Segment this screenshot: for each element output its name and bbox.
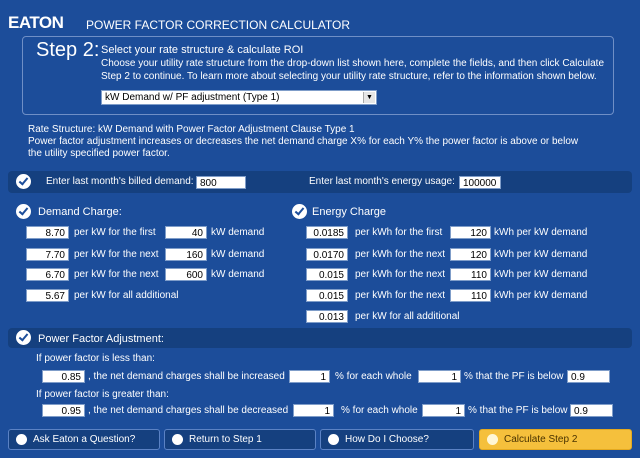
chevron-down-icon[interactable]: ▼ (363, 92, 375, 103)
billed-demand-input[interactable]: 800 (196, 176, 246, 189)
rate-structure-dropdown[interactable] (101, 90, 377, 105)
step-heading: Select your rate structure & calculate ROI (101, 44, 304, 56)
rate-structure-line1: Rate Structure: kW Demand with Power Factor Adjustment Clause Type 1 (28, 124, 355, 135)
step-description-line2: Step 2 to continue. To learn more about selecting your utility rate structure, refer to the information shown below. (101, 71, 597, 82)
demand-unit-label: kW demand (211, 227, 265, 238)
pf-adjustment-title: Power Factor Adjustment: (38, 333, 164, 345)
ask-eaton-button[interactable]: Ask Eaton a Question? (8, 429, 160, 450)
demand-row-label: per kW for all additional (74, 290, 179, 301)
energy-rate-input[interactable]: 0.015 (306, 268, 348, 281)
energy-rate-input[interactable]: 0.0170 (306, 248, 348, 261)
pf-less-each-label: % for each whole (335, 371, 412, 382)
pf-less-whole-input[interactable]: 1 (418, 370, 461, 383)
radio-icon (16, 434, 27, 445)
pf-greater-label: If power factor is greater than: (36, 389, 169, 400)
demand-rate-input[interactable]: 8.70 (26, 226, 69, 239)
energy-usage-label: Enter last month's energy usage: (309, 176, 455, 187)
pf-greater-below-label: % that the PF is below (468, 405, 568, 416)
energy-rate-input[interactable]: 0.013 (306, 310, 348, 323)
return-step1-button[interactable]: Return to Step 1 (164, 429, 316, 450)
pf-less-input[interactable]: 0.85 (42, 370, 85, 383)
energy-kwh-input[interactable]: 110 (450, 268, 491, 281)
demand-row-label: per kW for the next (74, 269, 159, 280)
rate-structure-line2: Power factor adjustment increases or decreases the net demand charge X% for each Y% the power factor is above or below (28, 136, 579, 147)
energy-unit-label: kWh per kW demand (494, 227, 588, 238)
energy-kwh-input[interactable]: 110 (450, 289, 491, 302)
energy-rate-input[interactable]: 0.015 (306, 289, 348, 302)
radio-icon (172, 434, 183, 445)
energy-charge-title: Energy Charge (312, 206, 386, 218)
pf-greater-each-label: % for each whole (341, 405, 418, 416)
demand-unit-label: kW demand (211, 249, 265, 260)
pf-greater-whole-input[interactable]: 1 (422, 404, 465, 417)
how-choose-button[interactable]: How Do I Choose? (320, 429, 474, 450)
rate-structure-line3: the utility specified power factor. (28, 148, 170, 159)
energy-unit-label: kWh per kW demand (494, 269, 588, 280)
eaton-logo: EATON (8, 13, 64, 32)
radio-icon (487, 434, 498, 445)
energy-row-label: per kWh for the next (355, 269, 446, 280)
radio-icon (328, 434, 339, 445)
demand-charge-title: Demand Charge: (38, 206, 122, 218)
energy-kwh-input[interactable]: 120 (450, 248, 491, 261)
dropdown-selected-value: kW Demand w/ PF adjustment (Type 1) (105, 92, 280, 103)
demand-kw-input[interactable]: 600 (165, 268, 207, 281)
calculate-step2-button[interactable]: Calculate Step 2 (479, 429, 632, 450)
pf-greater-target-input[interactable]: 0.9 (570, 404, 613, 417)
demand-kw-input[interactable]: 160 (165, 248, 207, 261)
step-title: Step 2: (36, 39, 100, 61)
check-icon (16, 174, 31, 189)
demand-rate-input[interactable]: 6.70 (26, 268, 69, 281)
energy-unit-label: kWh per kW demand (494, 290, 588, 301)
pf-less-below-label: % that the PF is below (464, 371, 564, 382)
energy-unit-label: kWh per kW demand (494, 249, 588, 260)
pf-less-label: If power factor is less than: (36, 353, 155, 364)
energy-usage-input[interactable]: 100000 (459, 176, 501, 189)
demand-row-label: per kW for the first (74, 227, 156, 238)
energy-row-label: per kWh for the next (355, 249, 446, 260)
energy-rate-input[interactable]: 0.0185 (306, 226, 348, 239)
demand-unit-label: kW demand (211, 269, 265, 280)
pf-less-text: , the net demand charges shall be increased (88, 371, 285, 382)
pf-less-target-input[interactable]: 0.9 (567, 370, 610, 383)
pf-greater-input[interactable]: 0.95 (42, 404, 85, 417)
demand-row-label: per kW for the next (74, 249, 159, 260)
energy-row-label: per kWh for the next (355, 290, 446, 301)
check-icon (16, 204, 31, 219)
pf-greater-pct-input[interactable]: 1 (293, 404, 334, 417)
energy-row-label: per kW for all additional (355, 311, 460, 322)
billed-demand-label: Enter last month's billed demand: (46, 176, 194, 187)
energy-row-label: per kWh for the first (355, 227, 443, 238)
demand-rate-input[interactable]: 5.67 (26, 289, 69, 302)
app-title: POWER FACTOR CORRECTION CALCULATOR (86, 18, 351, 32)
pf-greater-text: , the net demand charges shall be decreased (88, 405, 289, 416)
check-icon (16, 330, 31, 345)
check-icon (292, 204, 307, 219)
step-description-line1: Choose your utility rate structure from the drop-down list shown here, complete the fields, and then click Calculate (101, 58, 605, 69)
demand-kw-input[interactable]: 40 (165, 226, 207, 239)
pf-less-pct-input[interactable]: 1 (289, 370, 330, 383)
demand-rate-input[interactable]: 7.70 (26, 248, 69, 261)
energy-kwh-input[interactable]: 120 (450, 226, 491, 239)
